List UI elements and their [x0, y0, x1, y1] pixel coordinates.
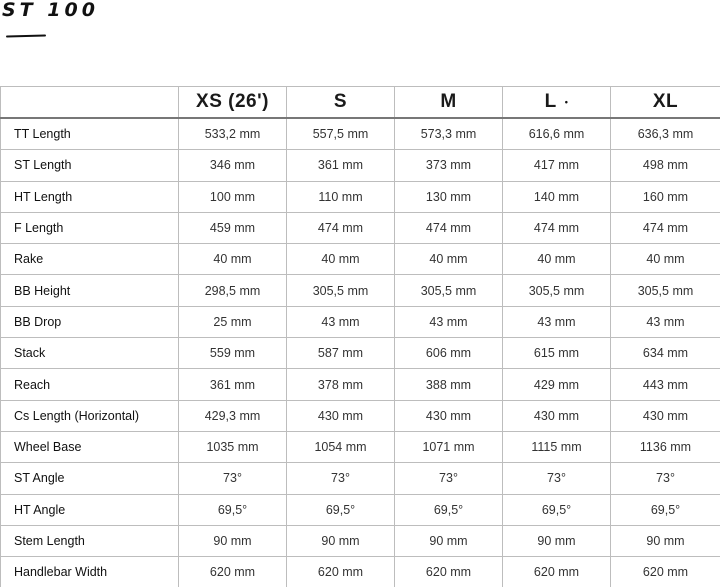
- cell-value-xs: 620 mm: [179, 557, 287, 587]
- cell-value-l: 620 mm: [503, 557, 611, 587]
- cell-value-l: 1115 mm: [503, 431, 611, 462]
- cell-value-xl: 474 mm: [611, 212, 720, 243]
- cell-value-m: 305,5 mm: [395, 275, 503, 306]
- cell-value-l: 140 mm: [503, 181, 611, 212]
- cell-value-xs: 298,5 mm: [179, 275, 287, 306]
- table-row: [1, 525, 720, 556]
- cell-value-xl: 90 mm: [611, 525, 720, 556]
- table-row: [1, 494, 720, 525]
- table-row: [1, 150, 720, 181]
- cell-value-l: 417 mm: [503, 150, 611, 181]
- row-label: TT Length: [1, 118, 179, 150]
- cell-value-m: 1071 mm: [395, 431, 503, 462]
- table-row: [1, 306, 720, 337]
- cell-value-m: 40 mm: [395, 244, 503, 275]
- row-label: F Length: [1, 212, 179, 243]
- cell-value-m: 90 mm: [395, 525, 503, 556]
- cell-value-xl: 430 mm: [611, 400, 720, 431]
- cell-value-xs: 69,5°: [179, 494, 287, 525]
- size-marker-dot: •: [564, 96, 569, 107]
- cell-value-xl: 40 mm: [611, 244, 720, 275]
- cell-value-s: 378 mm: [287, 369, 395, 400]
- page-title: ST 100: [2, 0, 99, 21]
- cell-value-l: 616,6 mm: [503, 118, 611, 150]
- table-row: [1, 400, 720, 431]
- cell-value-xs: 90 mm: [179, 525, 287, 556]
- cell-value-l: 615 mm: [503, 338, 611, 369]
- title-underline: [6, 34, 46, 37]
- size-header-xl: XL: [611, 87, 720, 119]
- cell-value-l: 40 mm: [503, 244, 611, 275]
- cell-value-s: 587 mm: [287, 338, 395, 369]
- cell-value-xs: 429,3 mm: [179, 400, 287, 431]
- cell-value-xl: 634 mm: [611, 338, 720, 369]
- row-label: Rake: [1, 244, 179, 275]
- row-label: HT Angle: [1, 494, 179, 525]
- cell-value-xl: 69,5°: [611, 494, 720, 525]
- cell-value-m: 73°: [395, 463, 503, 494]
- table-row: [1, 275, 720, 306]
- table-row: [1, 118, 720, 150]
- cell-value-m: 388 mm: [395, 369, 503, 400]
- cell-value-s: 69,5°: [287, 494, 395, 525]
- cell-value-xl: 160 mm: [611, 181, 720, 212]
- row-label: Stack: [1, 338, 179, 369]
- corner-cell: [1, 87, 179, 119]
- cell-value-l: 305,5 mm: [503, 275, 611, 306]
- cell-value-xs: 40 mm: [179, 244, 287, 275]
- cell-value-xl: 43 mm: [611, 306, 720, 337]
- cell-value-l: 429 mm: [503, 369, 611, 400]
- table-row: [1, 181, 720, 212]
- cell-value-m: 620 mm: [395, 557, 503, 587]
- cell-value-m: 69,5°: [395, 494, 503, 525]
- cell-value-l: 90 mm: [503, 525, 611, 556]
- row-label: Stem Length: [1, 525, 179, 556]
- cell-value-l: 73°: [503, 463, 611, 494]
- size-header-s: S: [287, 87, 395, 119]
- size-header-l: [503, 87, 611, 119]
- cell-value-m: 373 mm: [395, 150, 503, 181]
- cell-value-s: 90 mm: [287, 525, 395, 556]
- cell-value-m: 573,3 mm: [395, 118, 503, 150]
- cell-value-xs: 559 mm: [179, 338, 287, 369]
- row-label: Cs Length (Horizontal): [1, 400, 179, 431]
- cell-value-xs: 533,2 mm: [179, 118, 287, 150]
- table-row: [1, 557, 720, 587]
- row-label: BB Drop: [1, 306, 179, 337]
- cell-value-s: 620 mm: [287, 557, 395, 587]
- cell-value-s: 430 mm: [287, 400, 395, 431]
- cell-value-m: 606 mm: [395, 338, 503, 369]
- cell-value-s: 73°: [287, 463, 395, 494]
- row-label: ST Length: [1, 150, 179, 181]
- cell-value-m: 130 mm: [395, 181, 503, 212]
- table-row: [1, 369, 720, 400]
- cell-value-xs: 361 mm: [179, 369, 287, 400]
- table-row: [1, 338, 720, 369]
- table-row: [1, 463, 720, 494]
- cell-value-xl: 73°: [611, 463, 720, 494]
- cell-value-xs: 459 mm: [179, 212, 287, 243]
- cell-value-s: 361 mm: [287, 150, 395, 181]
- row-label: BB Height: [1, 275, 179, 306]
- row-label: Handlebar Width: [1, 557, 179, 587]
- cell-value-l: 43 mm: [503, 306, 611, 337]
- cell-value-xs: 25 mm: [179, 306, 287, 337]
- cell-value-m: 474 mm: [395, 212, 503, 243]
- cell-value-l: 430 mm: [503, 400, 611, 431]
- table-row: [1, 244, 720, 275]
- cell-value-xs: 73°: [179, 463, 287, 494]
- cell-value-xs: 100 mm: [179, 181, 287, 212]
- size-header-xs: XS (26'): [179, 87, 287, 119]
- table-row: [1, 212, 720, 243]
- cell-value-l: 69,5°: [503, 494, 611, 525]
- cell-value-s: 557,5 mm: [287, 118, 395, 150]
- geometry-table: [0, 86, 720, 587]
- cell-value-l: 474 mm: [503, 212, 611, 243]
- cell-value-m: 43 mm: [395, 306, 503, 337]
- cell-value-s: 1054 mm: [287, 431, 395, 462]
- row-label: Reach: [1, 369, 179, 400]
- cell-value-s: 110 mm: [287, 181, 395, 212]
- cell-value-xl: 443 mm: [611, 369, 720, 400]
- cell-value-xl: 620 mm: [611, 557, 720, 587]
- cell-value-xl: 305,5 mm: [611, 275, 720, 306]
- cell-value-s: 43 mm: [287, 306, 395, 337]
- cell-value-xl: 636,3 mm: [611, 118, 720, 150]
- cell-value-xs: 346 mm: [179, 150, 287, 181]
- cell-value-xl: 498 mm: [611, 150, 720, 181]
- geometry-table-body: [1, 118, 720, 587]
- cell-value-s: 40 mm: [287, 244, 395, 275]
- row-label: HT Length: [1, 181, 179, 212]
- row-label: Wheel Base: [1, 431, 179, 462]
- row-label: ST Angle: [1, 463, 179, 494]
- cell-value-s: 474 mm: [287, 212, 395, 243]
- cell-value-m: 430 mm: [395, 400, 503, 431]
- size-header-row: [1, 87, 720, 119]
- table-row: [1, 431, 720, 462]
- size-header-l-label: L: [544, 91, 557, 112]
- cell-value-s: 305,5 mm: [287, 275, 395, 306]
- cell-value-xl: 1136 mm: [611, 431, 720, 462]
- cell-value-xs: 1035 mm: [179, 431, 287, 462]
- size-header-m: M: [395, 87, 503, 119]
